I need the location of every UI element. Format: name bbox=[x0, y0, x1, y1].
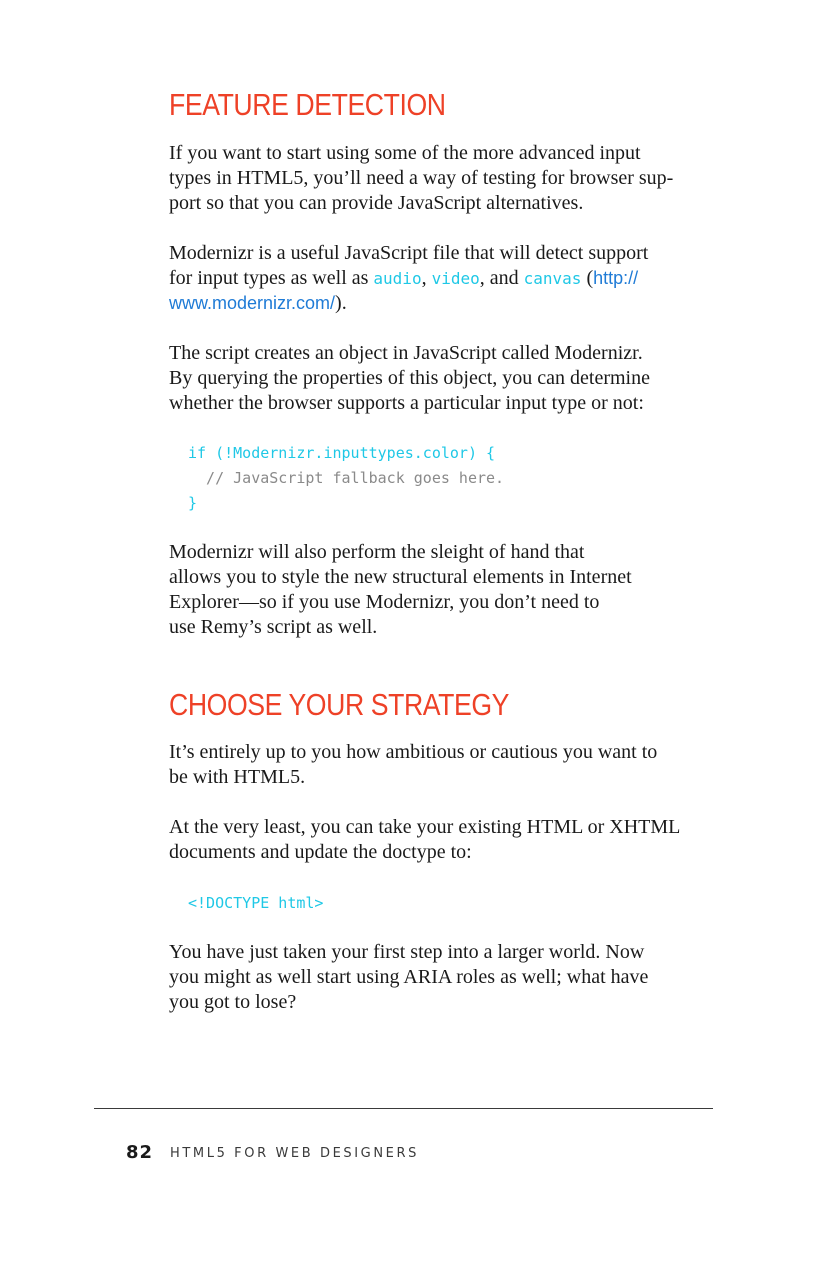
text-line: you might as well start using ARIA roles as well; what have bbox=[169, 966, 649, 988]
text-line: The script creates an object in JavaScript called Modernizr. bbox=[169, 342, 643, 364]
paragraph-sleight-of-hand bbox=[169, 540, 729, 640]
inline-code-canvas: canvas bbox=[523, 269, 582, 288]
text-line: You have just taken your first step into a larger world. Now bbox=[169, 941, 645, 963]
text-line bbox=[169, 291, 729, 316]
inline-code-video: video bbox=[431, 269, 480, 288]
text-line: Modernizr will also perform the sleight of hand that bbox=[169, 541, 585, 563]
text-line: use Remy’s script as well. bbox=[169, 616, 378, 638]
paragraph-first-step bbox=[169, 940, 729, 1015]
footer-divider bbox=[94, 1108, 713, 1109]
paragraph-modernizr bbox=[169, 241, 729, 316]
modernizr-link[interactable]: http:// bbox=[593, 268, 639, 288]
text-line: whether the browser supports a particular input type or not: bbox=[169, 392, 644, 414]
section-heading-feature-detection: FEATURE DETECTION bbox=[169, 87, 446, 122]
text-line bbox=[169, 266, 729, 291]
page-number: 82 bbox=[126, 1142, 154, 1163]
running-title: HTML5 FOR WEB DESIGNERS bbox=[170, 1146, 419, 1161]
code-line: } bbox=[188, 494, 198, 512]
text-line: you got to lose? bbox=[169, 991, 297, 1013]
text-fragment: ). bbox=[335, 292, 347, 314]
text-fragment: , bbox=[421, 267, 432, 289]
text-fragment: ( bbox=[581, 267, 594, 289]
code-block-modernizr bbox=[188, 441, 504, 516]
text-line: At the very least, you can take your existing HTML or XHTML bbox=[169, 816, 681, 838]
text-line: Explorer—so if you use Modernizr, you don’t need to bbox=[169, 591, 600, 613]
paragraph-intro bbox=[169, 141, 729, 216]
code-line: <!DOCTYPE html> bbox=[188, 894, 324, 912]
text-fragment: for input types as well as bbox=[169, 267, 374, 289]
text-line: allows you to style the new structural elements in Internet bbox=[169, 566, 632, 588]
text-line: port so that you can provide JavaScript alternatives. bbox=[169, 192, 584, 214]
text-line: types in HTML5, you’ll need a way of testing for browser sup- bbox=[169, 167, 674, 189]
paragraph-script-object bbox=[169, 341, 729, 416]
text-line: It’s entirely up to you how ambitious or cautious you want to bbox=[169, 741, 658, 763]
paragraph-ambitious bbox=[169, 740, 729, 790]
text-line: be with HTML5. bbox=[169, 766, 306, 788]
paragraph-doctype bbox=[169, 815, 729, 865]
inline-code-audio: audio bbox=[373, 269, 422, 288]
text-line: Modernizr is a useful JavaScript file that will detect support bbox=[169, 242, 649, 264]
code-comment-line: // JavaScript fallback goes here. bbox=[188, 469, 505, 487]
section-heading-choose-your-strategy: CHOOSE YOUR STRATEGY bbox=[169, 687, 510, 722]
text-fragment: , and bbox=[479, 267, 524, 289]
text-line: If you want to start using some of the more advanced input bbox=[169, 142, 641, 164]
text-line: documents and update the doctype to: bbox=[169, 841, 472, 863]
code-block-doctype bbox=[188, 891, 323, 916]
code-line: if (!Modernizr.inputtypes.color) { bbox=[188, 444, 496, 462]
text-line: By querying the properties of this object, you can determine bbox=[169, 367, 650, 389]
modernizr-link[interactable]: www.modernizr.com/ bbox=[169, 293, 336, 313]
